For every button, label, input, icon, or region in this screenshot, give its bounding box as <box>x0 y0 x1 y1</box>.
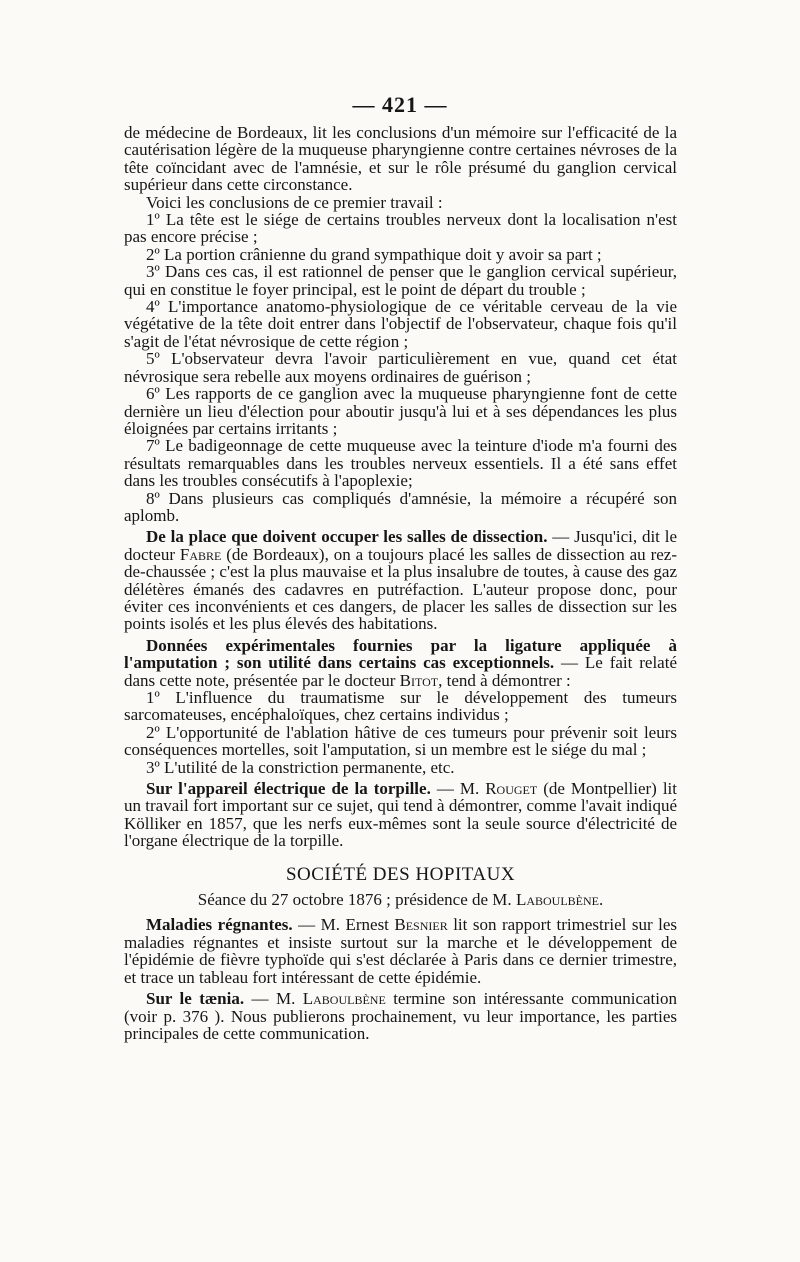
section-heading: Sur le tænia. <box>146 989 245 1009</box>
society-title: SOCIÉTÉ DES HOPITAUX <box>285 863 516 885</box>
ligature-section <box>124 637 677 689</box>
section-text: lit son rapport trimestriel sur les maladies régnantes et insiste surtout sur la marche et le développement de l'épidémie de fièvre typhoïde qui s'est déclarée à Paris dans ce dernier trimestre, et trace un tableau fort intéressant de cette épidémie. <box>124 915 678 987</box>
conclusion-item: 2º La portion crânienne du grand sympathique doit y avoir sa part ; <box>146 244 602 264</box>
conclusion-item: 5º L'observateur devra l'avoir particulièrement en vue, quand cet état névrosique sera rebelle aux moyens ordinaires de guérison ; <box>124 349 677 386</box>
section-text: — M. Ernest <box>292 915 395 935</box>
taenia-section <box>124 990 677 1042</box>
conclusion-item: 3º Dans ces cas, il est rationnel de penser que le ganglion cervical supérieur, qui en constitue le foyer principal, est le point de départ du trouble ; <box>124 262 677 299</box>
president-name: Laboulbène <box>515 890 599 910</box>
section-text: — M. <box>244 989 303 1009</box>
dissection-section <box>124 528 677 632</box>
ligature-item: 2º L'opportunité de l'ablation hâtive de ces tumeurs pour prévenir soit leurs conséquences mortelles, soit l'amputation, si un membre est le siége du mal ; <box>124 722 677 760</box>
paragraph: de médecine de Bordeaux, lit les conclusions d'un mémoire sur l'efficacité de la cautérisation légère de la muqueuse pharyngienne contre certaines névroses de la tête coïncidant avec de l'amnésie, et sur le rôle présumé du ganglion cervical supérieur dans cette circonstance. <box>124 123 677 195</box>
ligature-item: 3º L'utilité de la constriction permanente, etc. <box>146 757 455 777</box>
section-text: — M. <box>430 779 486 799</box>
author-name: Bitot <box>399 670 439 690</box>
seance-text: Séance du 27 octobre 1876 ; présidence de M. <box>197 890 516 910</box>
section-text: , tend à démontrer : <box>438 670 571 690</box>
ligature-item: 1º L'influence du traumatisme sur le développement des tumeurs sarcomateuses, encéphaloïques, chez certains individus ; <box>124 688 677 725</box>
section-text: — Le fait relaté dans cette note, présentée par le docteur <box>124 653 677 690</box>
conclusion-item: 4º L'importance anatomo-physiologique de ce véritable cerveau de la vie végétative de la tête doit entrer dans l'objectif de l'observateur, chaque fois qu'il s'agit de l'état névrosique de cette région ; <box>124 297 677 351</box>
section-heading: Maladies régnantes. <box>146 915 293 935</box>
section-heading: Données expérimentales fournies par la ligature appliquée à l'amputation ; son utilité dans certains cas exceptionnels. <box>124 635 677 673</box>
conclusion-item: 6º Les rapports de ce ganglion avec la muqueuse pharyngienne font de cette dernière un lieu d'élection pour aboutir jusqu'à lui et à ses dépendances les plus éloignées par certains irritants ; <box>124 384 677 438</box>
seance-end: . <box>598 890 604 910</box>
paragraph: Voici les conclusions de ce premier travail : <box>146 192 443 212</box>
conclusion-item: 7º Le badigeonnage de cette muqueuse avec la teinture d'iode m'a fourni des résultats remarquables dans les troubles nerveux essentiels. Il a été sans effet dans les troubles consécutifs à l'apoplexie; <box>124 436 677 491</box>
seance-line <box>124 891 677 908</box>
page-number: — 421 — <box>352 92 448 117</box>
maladies-section <box>124 916 677 986</box>
section-heading: Sur l'appareil électrique de la torpille. <box>146 779 431 799</box>
author-name: Fabre <box>179 544 222 564</box>
author-name: Besnier <box>394 915 448 935</box>
section-heading: De la place que doivent occuper les salles de dissection. <box>146 527 548 547</box>
author-name: Laboulbène <box>302 989 386 1009</box>
text-column <box>124 124 677 1042</box>
conclusion-item: 8º Dans plusieurs cas compliqués d'amnésie, la mémoire a récupéré son aplomb. <box>124 488 677 525</box>
author-name: Rouget <box>485 779 538 799</box>
torpille-section <box>124 780 677 850</box>
section-text: termine son intéressante communication (voir p. 376 ). Nous publierons prochainement, vu leur importance, les parties principales de cette communication. <box>124 989 677 1043</box>
section-text: (de Bordeaux), on a toujours placé les salles de dissection au rez-de-chaussée ; c'est la plus mauvaise et la plus insalubre de toutes, à cause des gaz délétères émanés des cadavres en putréfaction. L'auteur propose donc, pour éviter ces inconvénients et ces dangers, de placer les salles de dissection sur les points isolés et les plus élevés des habitations. <box>124 544 677 634</box>
section-text: (de Montpellier) lit un travail fort important sur ce sujet, qui tend à démontrer, comme l'avait indiqué Kölliker en 1857, que les nerfs eux-mêmes sont la seule source d'électricité de l'organe électrique de la torpille. <box>124 779 677 851</box>
conclusion-item: 1º La tête est le siége de certains troubles nerveux dont la localisation n'est pas encore précise ; <box>124 210 677 247</box>
section-text: — Jusqu'ici, dit le docteur <box>124 527 677 564</box>
